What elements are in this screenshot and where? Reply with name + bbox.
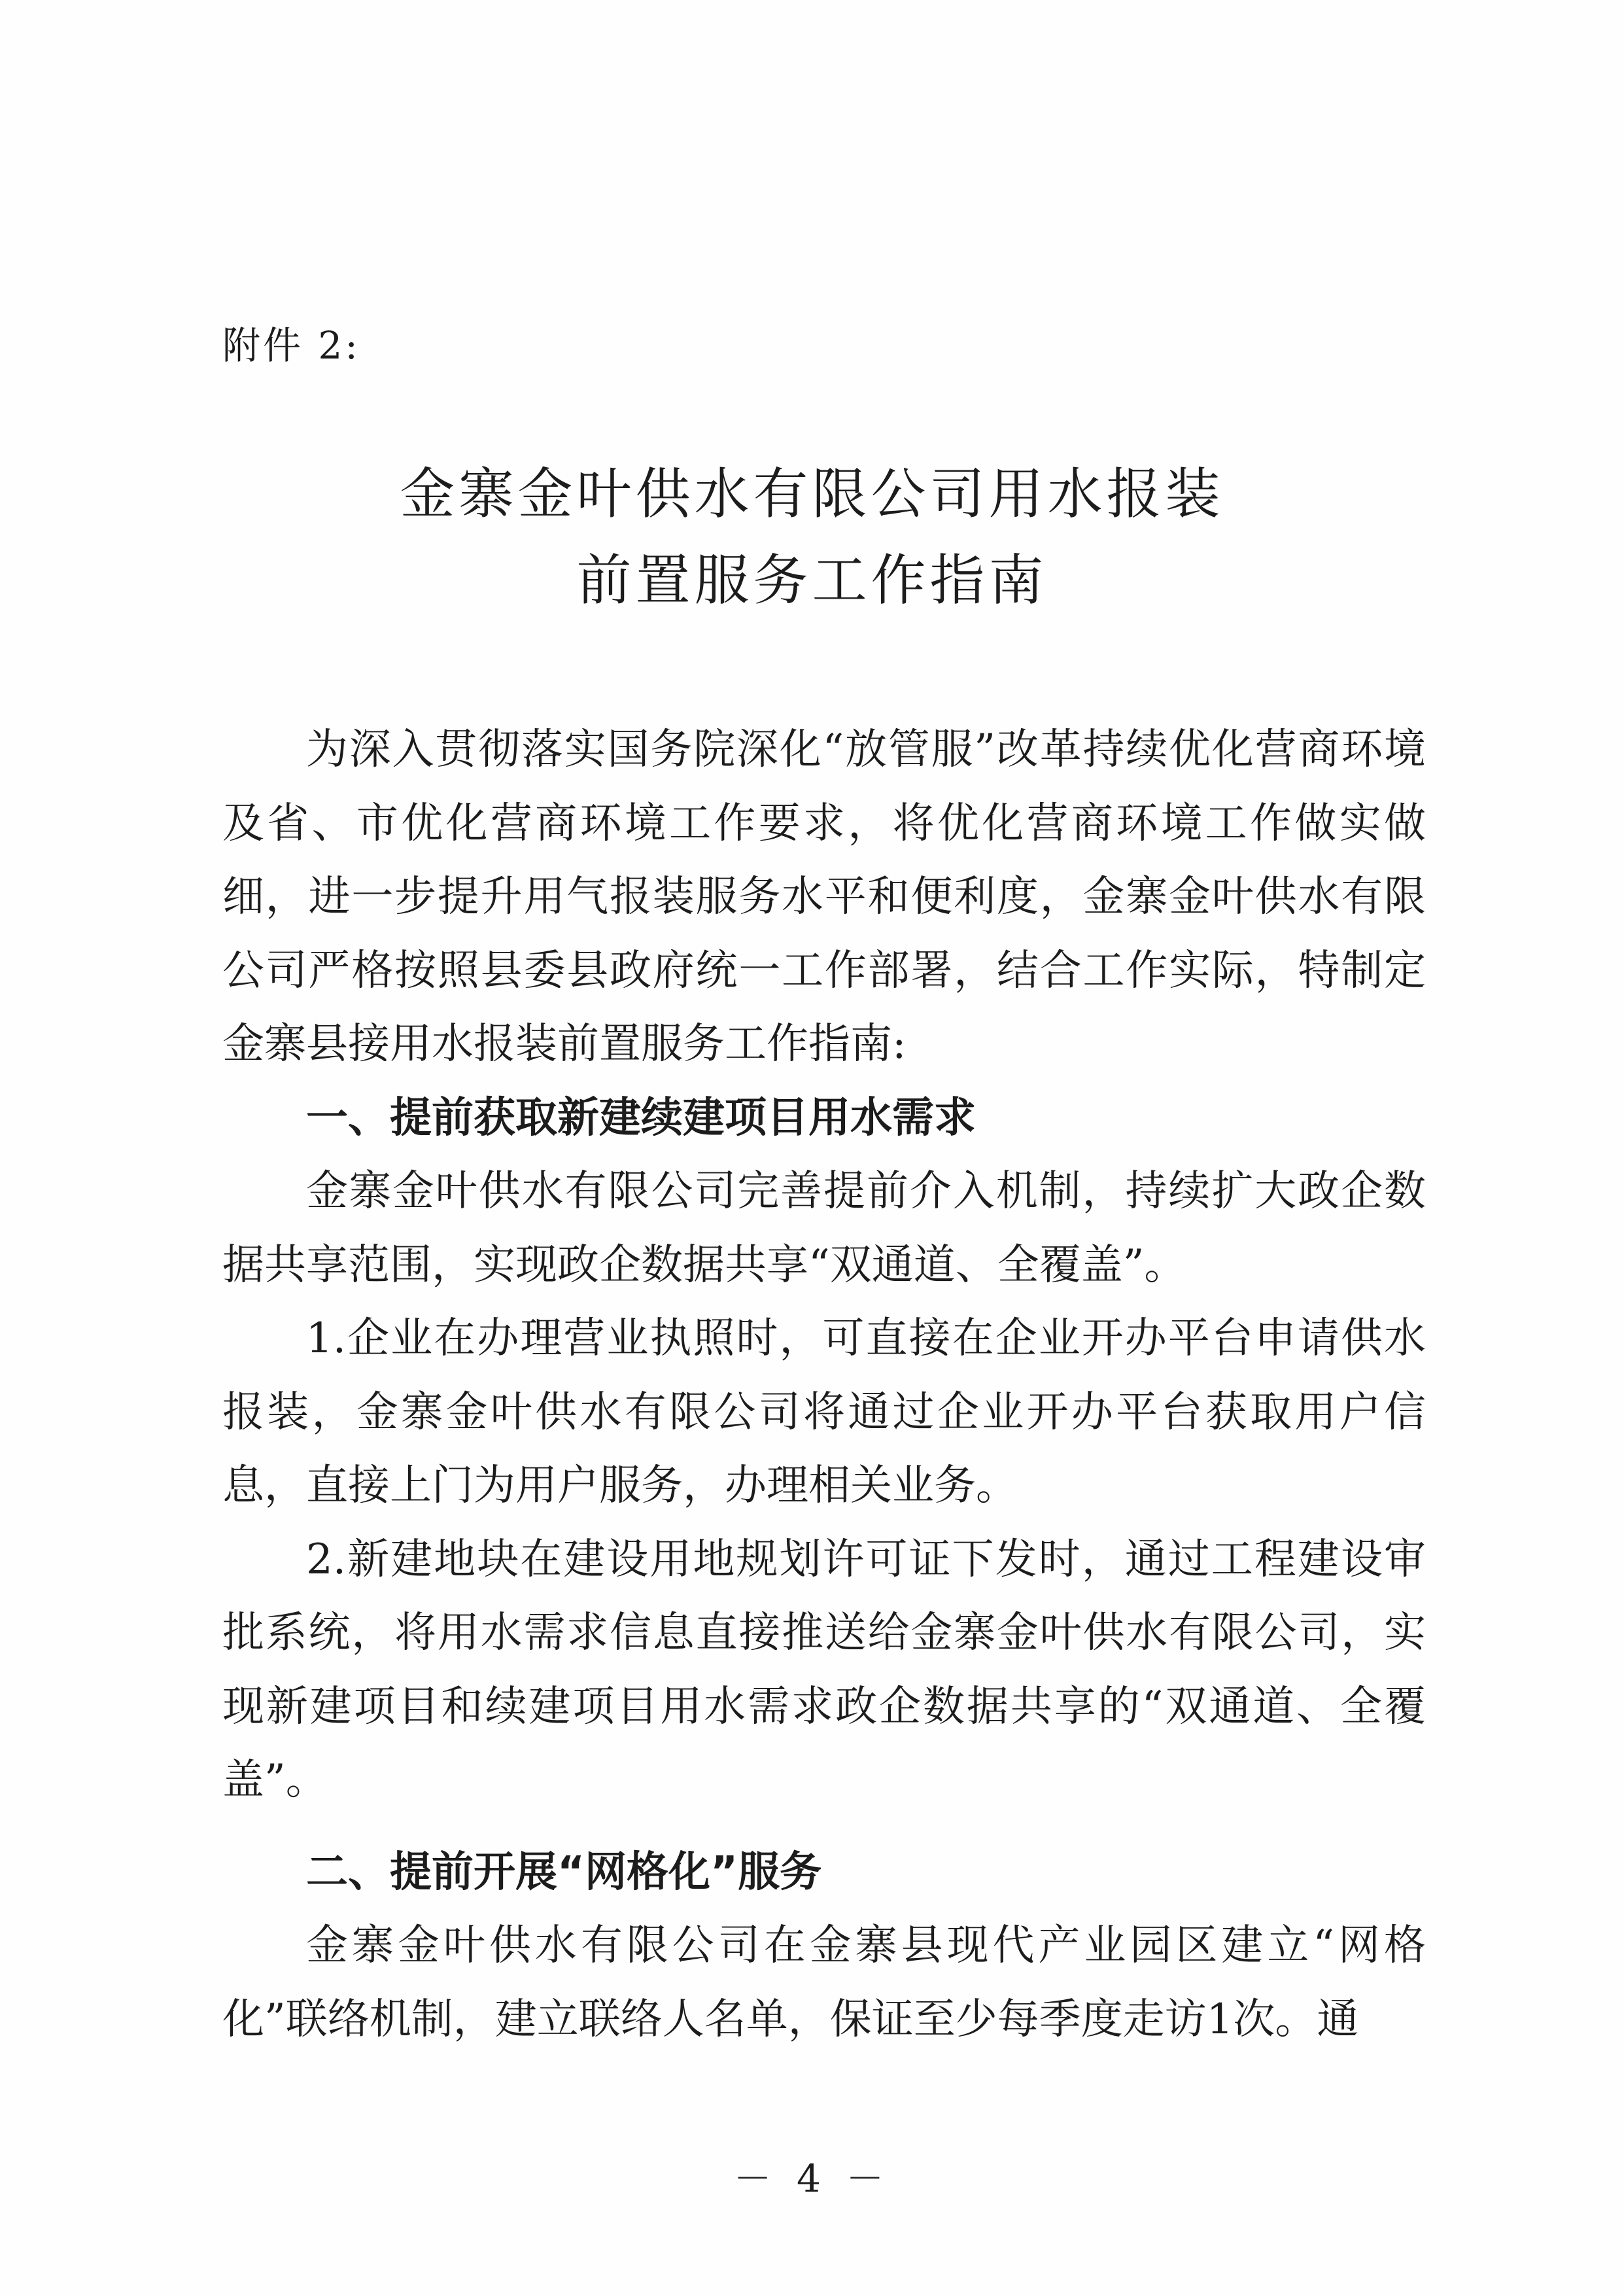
section-1-item-2: 2.新建地块在建设用地规划许可证下发时，通过工程建设审批系统，将用水需求信息直接推送给金寨金叶供水有限公司，实现新建项目和续建项目用水需求政企数据共享的“双通道、全覆盖”。	[222, 1535, 1426, 1804]
document-title-line-2: 前置服务工作指南	[576, 548, 1048, 612]
page-number: － 4 －	[733, 2156, 891, 2201]
section-1-heading: 一、提前获取新建续建项目用水需求	[306, 1093, 976, 1142]
section-1-intro: 金寨金叶供水有限公司完善提前介入机制，持续扩大政企数据共享范围，实现政企数据共享“双通道、全覆盖”。	[222, 1167, 1426, 1289]
document-title-line-1: 金寨金叶供水有限公司用水报装	[400, 462, 1224, 526]
annex-label: 附件 2:	[222, 323, 360, 368]
intro-paragraph: 为深入贯彻落实国务院深化“放管服”改革持续优化营商环境及省、市优化营商环境工作要求，将优化营商环境工作做实做细，进一步提升用气报装服务水平和便利度，金寨金叶供水有限公司严格按照县委县政府统一工作部署，结合工作实际，特制定金寨县接用水报装前置服务工作指南:	[222, 726, 1426, 1068]
section-2-heading: 二、提前开展“网格化”服务	[306, 1848, 822, 1897]
document-body	[222, 713, 1426, 2056]
section-1-item-1: 1.企业在办理营业执照时，可直接在企业开办平台申请供水报装，金寨金叶供水有限公司将通过企业开办平台获取用户信息，直接上门为用户服务，办理相关业务。	[222, 1314, 1426, 1510]
section-2-intro: 金寨金叶供水有限公司在金寨县现代产业园区建立“网格化”联络机制，建立联络人名单，保证至少每季度走访1次。通	[222, 1921, 1426, 2044]
